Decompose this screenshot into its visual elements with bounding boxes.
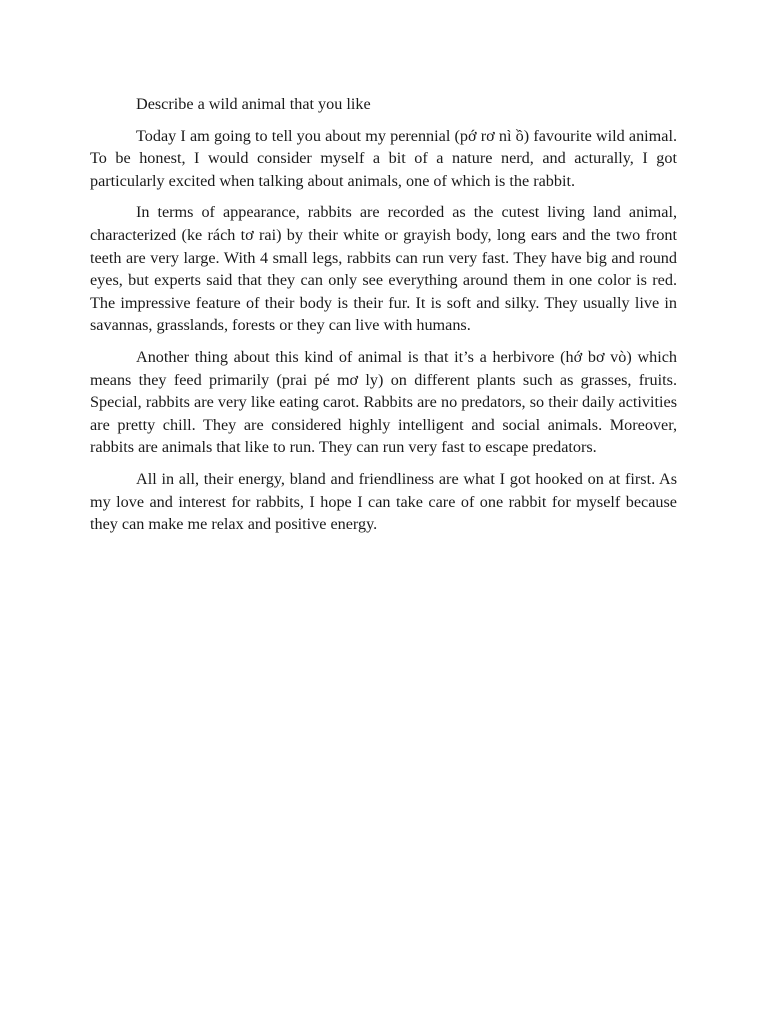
paragraph-intro: Today I am going to tell you about my perennial (pớ rơ nì ồ) favourite wild animal. To be honest, I would consider myself a bit of a nature nerd, and acturally, I got particularly excited when talking about animals, one of which is the rabbit. — [90, 126, 677, 190]
paragraph-conclusion: All in all, their energy, bland and friendliness are what I got hooked on at first. As my love and interest for rabbits, I hope I can take care of one rabbit for myself because they can make me relax and positive energy. — [90, 469, 677, 534]
paragraph-appearance: In terms of appearance, rabbits are recorded as the cutest living land animal, characterized (ke rách tơ rai) by their white or grayish body, long ears and the two front teeth are very large. With 4 small legs, rabbits can run very fast. They have big and round eyes, but experts said that they can only see everything around them in one color is red. The impressive feature of their body is their fur. It is soft and silky. They usually live in savannas, grasslands, forests or they can live with humans. — [90, 203, 677, 335]
paragraph-diet: Another thing about this kind of animal is that it’s a herbivore (hớ bơ vò) which means they feed primarily (prai pé mơ ly) on different plants such as grasses, fruits. Special, rabbits are very like eating carot. Rabbits are no predators, so their daily activities are pretty chill. They are considered highly intelligent and social animals. Moreover, rabbits are animals that like to run. They can run very fast to escape predators. — [90, 347, 677, 457]
document-page — [90, 93, 677, 545]
document-title: Describe a wild animal that you like — [136, 95, 371, 113]
